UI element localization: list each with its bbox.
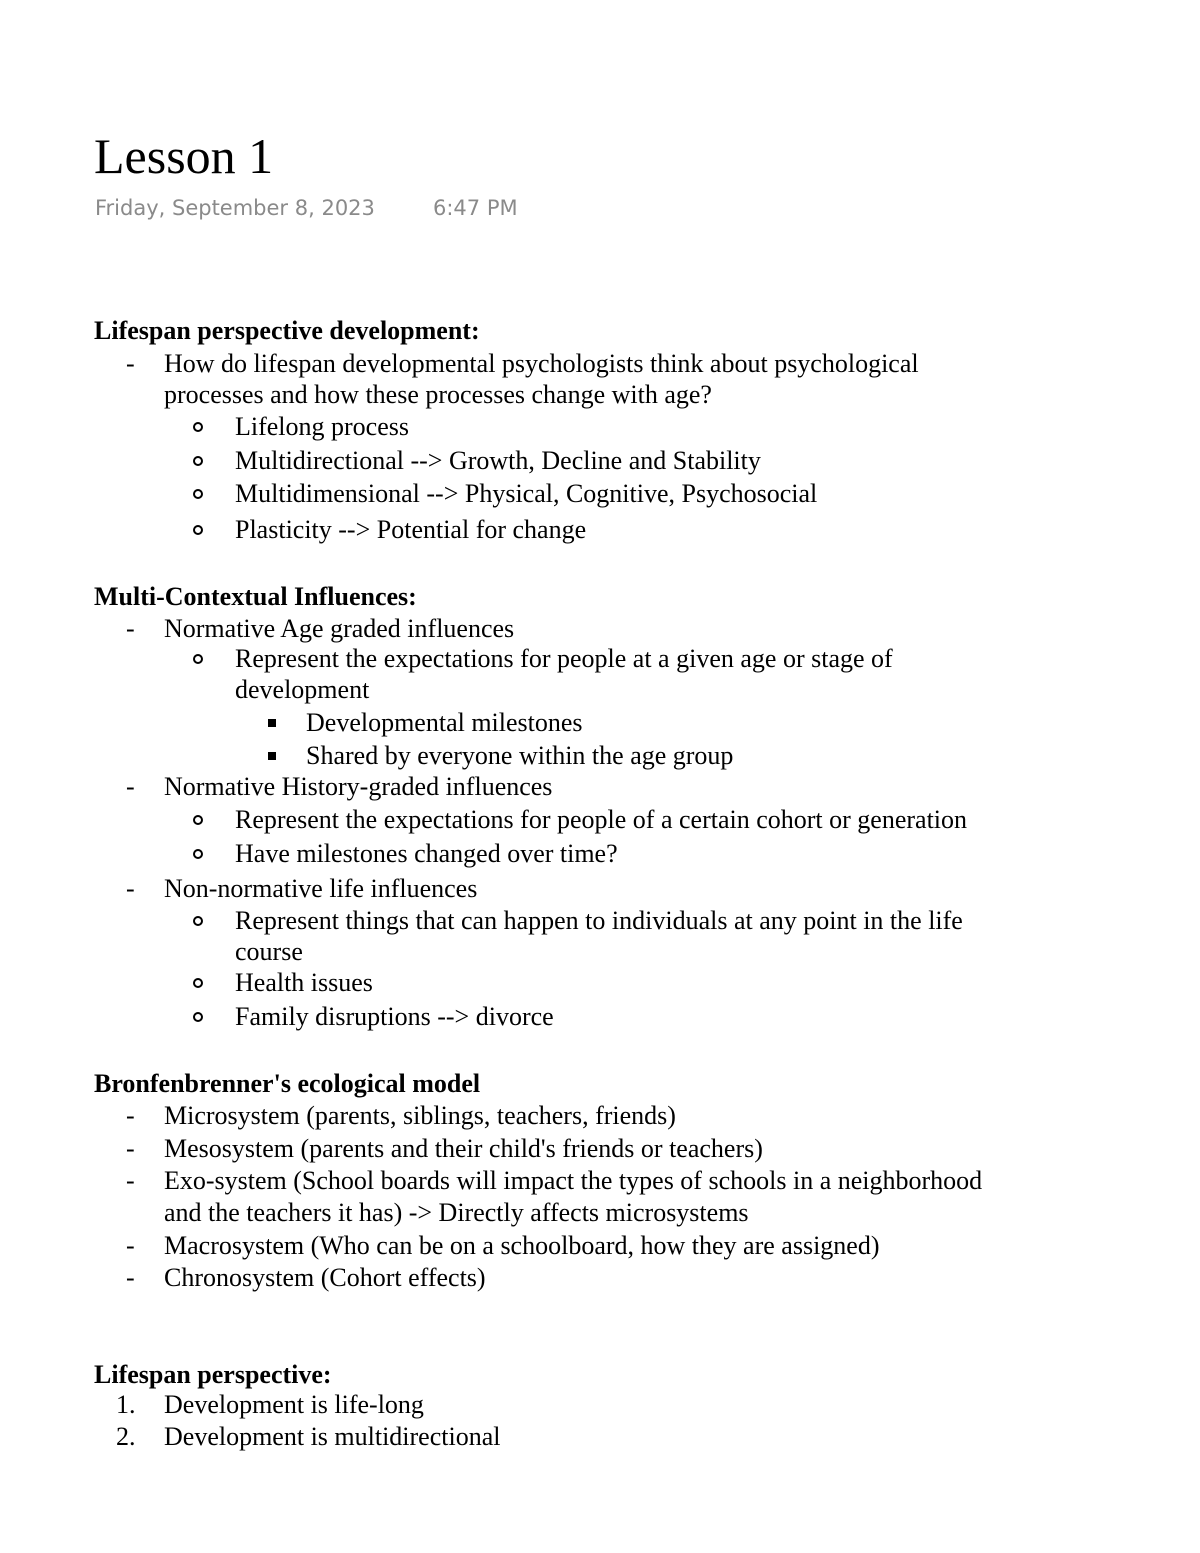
list-item-microsystem: Microsystem (parents, siblings, teachers, friends): [164, 1101, 676, 1130]
list-item-chronosystem: Chronosystem (Cohort effects): [164, 1263, 486, 1292]
page-title: Lesson 1: [94, 128, 274, 184]
section-heading-bronfenbrenner: Bronfenbrenner's ecological model: [94, 1069, 481, 1098]
sub-item-multidirectional: Multidirectional --> Growth, Decline and Stability: [235, 446, 761, 475]
list-item-exosystem: Exo-system (School boards will impact the types of schools in a neighborhood: [164, 1166, 983, 1195]
square-bullet-icon: [268, 719, 276, 727]
dash-bullet: -: [126, 1101, 135, 1130]
sub-item-milestones-changed: Have milestones changed over time?: [235, 839, 618, 868]
note-date: Friday, September 8, 2023: [95, 196, 375, 220]
number-marker: 1.: [116, 1390, 136, 1419]
sub-item-history-expectations: Represent the expectations for people of a certain cohort or generation: [235, 805, 968, 834]
sub-sub-item-milestones: Developmental milestones: [306, 708, 583, 737]
square-bullet-icon: [268, 752, 276, 760]
list-item-history-graded: Normative History-graded influences: [164, 772, 553, 801]
circle-bullet-icon: [193, 916, 203, 926]
list-item-non-normative: Non-normative life influences: [164, 874, 478, 903]
dash-bullet: -: [126, 874, 135, 903]
sub-item-family: Family disruptions --> divorce: [235, 1002, 554, 1031]
dash-bullet: -: [126, 1263, 135, 1292]
dash-bullet: -: [126, 349, 135, 378]
number-marker: 2.: [116, 1422, 136, 1451]
section-heading-lifespan-perspective: Lifespan perspective:: [94, 1360, 332, 1389]
circle-bullet-icon: [193, 815, 203, 825]
dash-bullet: -: [126, 1231, 135, 1260]
list-item-age-graded: Normative Age graded influences: [164, 614, 515, 643]
dash-bullet: -: [126, 772, 135, 801]
list-item-exosystem-continued: and the teachers it has) -> Directly affects microsystems: [164, 1198, 749, 1227]
circle-bullet-icon: [193, 1012, 203, 1022]
circle-bullet-icon: [193, 525, 203, 535]
dash-bullet: -: [126, 1134, 135, 1163]
numbered-item-multidirectional: Development is multidirectional: [164, 1422, 501, 1451]
sub-item-non-normative-things: Represent things that can happen to individuals at any point in the life: [235, 906, 963, 935]
list-item-mesosystem: Mesosystem (parents and their child's friends or teachers): [164, 1134, 763, 1163]
circle-bullet-icon: [193, 654, 203, 664]
circle-bullet-icon: [193, 978, 203, 988]
circle-bullet-icon: [193, 489, 203, 499]
list-item-macrosystem: Macrosystem (Who can be on a schoolboard, how they are assigned): [164, 1231, 880, 1260]
sub-item-age-expectations: Represent the expectations for people at a given age or stage of: [235, 644, 893, 673]
list-item-question-continued: processes and how these processes change with age?: [164, 380, 712, 409]
numbered-item-life-long: Development is life-long: [164, 1390, 424, 1419]
note-time: 6:47 PM: [433, 196, 518, 220]
dash-bullet: -: [126, 1166, 135, 1195]
sub-item-lifelong: Lifelong process: [235, 412, 410, 441]
dash-bullet: -: [126, 614, 135, 643]
section-heading-lifespan-development: Lifespan perspective development:: [94, 316, 480, 345]
list-item-question: How do lifespan developmental psychologists think about psychological: [164, 349, 919, 378]
section-heading-multi-contextual: Multi-Contextual Influences:: [94, 582, 417, 611]
circle-bullet-icon: [193, 422, 203, 432]
circle-bullet-icon: [193, 456, 203, 466]
sub-item-health: Health issues: [235, 968, 373, 997]
sub-item-plasticity: Plasticity --> Potential for change: [235, 515, 587, 544]
sub-item-non-normative-continued: course: [235, 937, 303, 966]
circle-bullet-icon: [193, 849, 203, 859]
sub-item-age-expectations-continued: development: [235, 675, 370, 704]
sub-sub-item-shared: Shared by everyone within the age group: [306, 741, 734, 770]
sub-item-multidimensional: Multidimensional --> Physical, Cognitive, Psychosocial: [235, 479, 818, 508]
